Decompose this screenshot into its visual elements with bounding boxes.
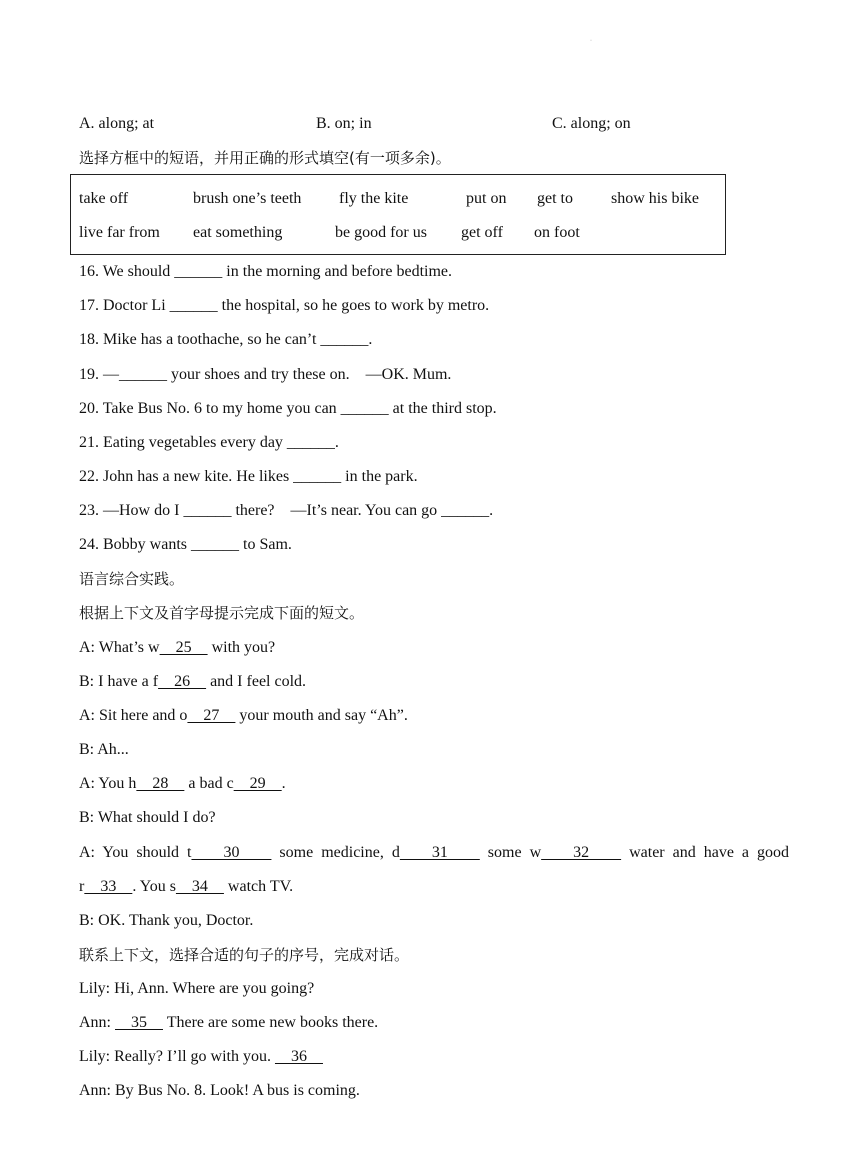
answer-blank: 32 — [541, 844, 622, 861]
text: A: You h — [79, 775, 137, 792]
answer-blank: 31 — [399, 844, 480, 861]
answer-blank: 25 — [159, 639, 208, 656]
question-21: 21. Eating vegetables every day ______. — [79, 434, 339, 451]
answer-blank: 35 — [115, 1014, 163, 1031]
text: A: You should t — [79, 844, 192, 861]
text: . You s — [132, 878, 176, 895]
option-a: A. along; at — [79, 115, 155, 132]
text: your mouth and say “Ah”. — [235, 707, 408, 724]
text: There are some new books there. — [163, 1014, 379, 1031]
text: B: I have a f — [79, 673, 159, 690]
phrase: get off — [461, 224, 503, 241]
answer-blank: 36 — [274, 1048, 323, 1065]
practice-instruction: 根据上下文及首字母提示完成下面的短文。 — [79, 604, 365, 622]
dialogue-line — [79, 1047, 323, 1067]
dialogue-line — [79, 1013, 378, 1033]
answer-blank: 34 — [175, 878, 224, 895]
answer-blank: 27 — [187, 707, 236, 724]
phrase: get to — [537, 190, 573, 207]
phrase: eat something — [193, 224, 283, 241]
phrase: live far from — [79, 224, 160, 241]
practice-line — [79, 877, 293, 897]
text: Lily: Really? I’ll go with you. — [79, 1048, 275, 1065]
practice-line: B: OK. Thank you, Doctor. — [79, 912, 254, 929]
phrase-box — [70, 174, 726, 255]
practice-line: B: Ah... — [79, 741, 129, 758]
practice-line — [79, 774, 286, 794]
practice-line — [79, 843, 789, 863]
practice-line: B: What should I do? — [79, 809, 216, 826]
phrase: be good for us — [335, 224, 427, 241]
answer-blank: 26 — [158, 673, 207, 690]
answer-blank: 28 — [136, 775, 185, 792]
answer-blank: 30 — [191, 844, 272, 861]
text: A: What’s w — [79, 639, 160, 656]
phrase: fly the kite — [339, 190, 409, 207]
text: A: Sit here and o — [79, 707, 188, 724]
text: watch TV. — [223, 878, 294, 895]
question-24: 24. Bobby wants ______ to Sam. — [79, 536, 292, 553]
dialogue-line: Lily: Hi, Ann. Where are you going? — [79, 980, 315, 997]
question-17: 17. Doctor Li ______ the hospital, so he goes to work by metro. — [79, 297, 490, 314]
question-18: 18. Mike has a toothache, so he can’t ______. — [79, 331, 373, 348]
text: some medicine, d — [271, 844, 400, 861]
text: Ann: — [79, 1014, 115, 1031]
question-20: 20. Take Bus No. 6 to my home you can ______ at the third stop. — [79, 400, 497, 417]
practice-title: 语言综合实践。 — [79, 570, 185, 588]
text: water and have a good — [621, 844, 790, 861]
text: r — [79, 878, 85, 895]
text: some w — [479, 844, 542, 861]
text: a bad c — [184, 775, 234, 792]
scan-dot: · — [590, 38, 592, 44]
question-22: 22. John has a new kite. He likes ______ in the park. — [79, 468, 418, 485]
option-b: B. on; in — [316, 115, 372, 132]
phrase: put on — [466, 190, 507, 207]
answer-blank: 29 — [233, 775, 282, 792]
phrase: show his bike — [611, 190, 699, 207]
practice-line — [79, 638, 275, 658]
practice-line — [79, 706, 408, 726]
dialogue-instruction: 联系上下文，选择合适的句子的序号，完成对话。 — [79, 946, 410, 964]
answer-blank: 33 — [84, 878, 133, 895]
options-row — [0, 114, 868, 134]
phrase: brush one’s teeth — [193, 190, 302, 207]
fill-instruction: 选择方框中的短语，并用正确的形式填空(有一项多余)。 — [79, 149, 451, 167]
dialogue-line: Ann: By Bus No. 8. Look! A bus is coming. — [79, 1082, 360, 1099]
question-23: 23. —How do I ______ there? —It’s near. You can go ______. — [79, 502, 494, 519]
text: with you? — [207, 639, 276, 656]
text: . — [281, 775, 286, 792]
option-c: C. along; on — [552, 115, 631, 132]
phrase: on foot — [534, 224, 580, 241]
text: and I feel cold. — [206, 673, 307, 690]
question-16: 16. We should ______ in the morning and before bedtime. — [79, 263, 453, 280]
practice-line — [79, 672, 306, 692]
phrase: take off — [79, 190, 129, 207]
question-19: 19. —______ your shoes and try these on. —OK. Mum. — [79, 366, 452, 383]
